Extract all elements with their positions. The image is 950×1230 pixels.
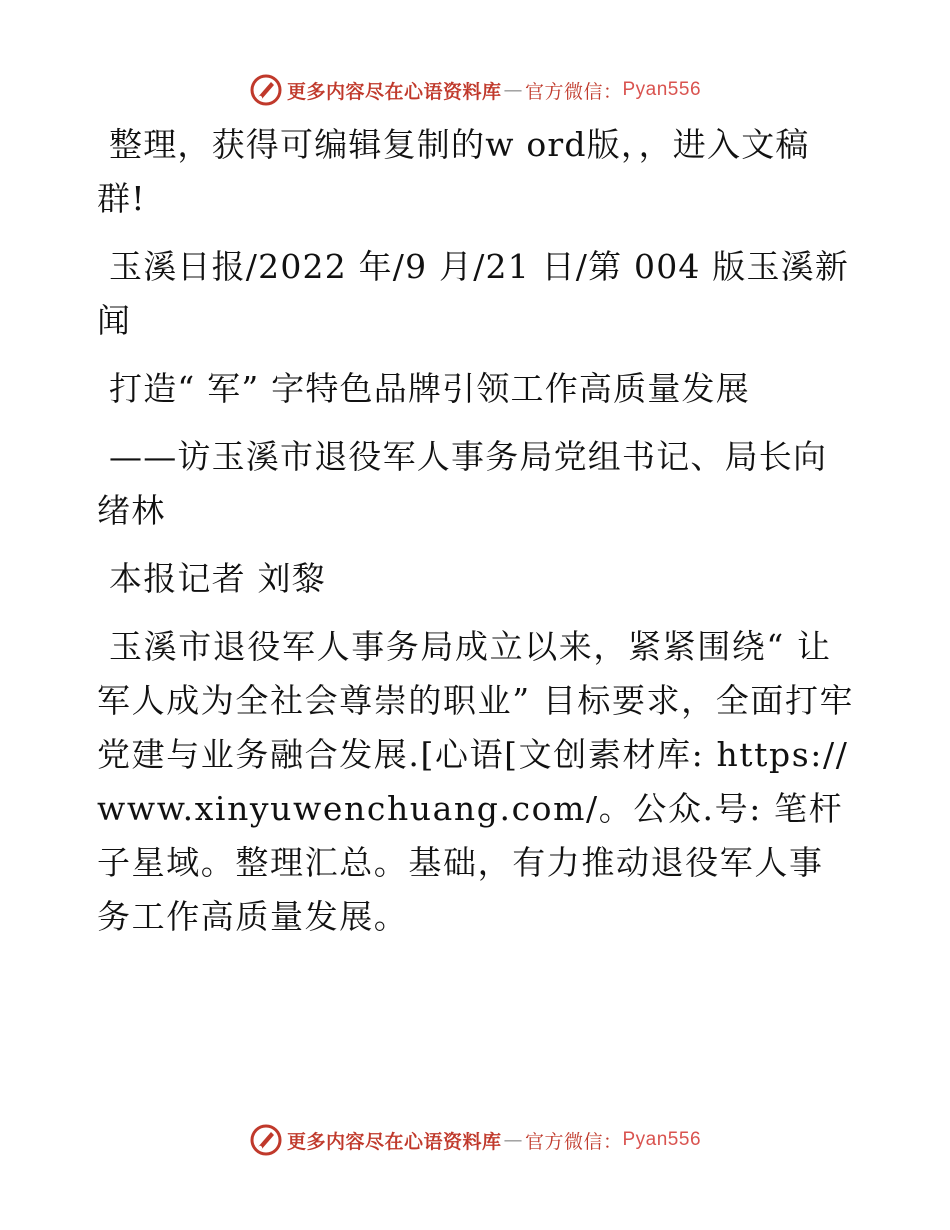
banner-promo-text: 更多内容尽在心语资料库 [286,80,502,103]
banner-wechat-account: Pyan556 [622,1129,702,1150]
byline: 本报记者 刘黎 [109,559,326,598]
brand-logo-icon [249,73,283,107]
banner-dash: — [503,1129,523,1151]
source-line: 玉溪日报/2022 年/9 月/21 日/第 004 版玉溪新闻 [97,247,850,340]
footer-watermark-banner [0,1120,950,1160]
intro-paragraph: 整理，获得可编辑复制的w ord版，，进入文稿群! [97,125,810,218]
brand-logo-icon [249,1123,283,1157]
article-title: 打造“ 军” 字特色品牌引领工作高质量发展 [109,369,750,408]
banner-promo-text: 更多内容尽在心语资料库 [286,1130,502,1153]
body-paragraph: 玉溪市退役军人事务局成立以来，紧紧围绕“ 让军人成为全社会尊崇的职业” 目标要求，全面打牢党建与业务融合发展.[心语[文创素材库: https://www.xinyuwenchuang.com/。公众.号: 笔杆子星域。整理汇总。基础，有力推动退役军人事务工作高质量发展。 [97,627,855,936]
banner-wechat-account: Pyan556 [622,79,702,100]
banner-wechat-label: 官方微信： [524,1130,623,1153]
banner-dash: — [503,79,523,101]
document-body [97,118,857,958]
article-subtitle: ——访玉溪市退役军人事务局党组书记、局长向绪林 [97,437,828,530]
banner-wechat-label: 官方微信： [524,80,623,103]
header-watermark-banner [0,70,950,110]
